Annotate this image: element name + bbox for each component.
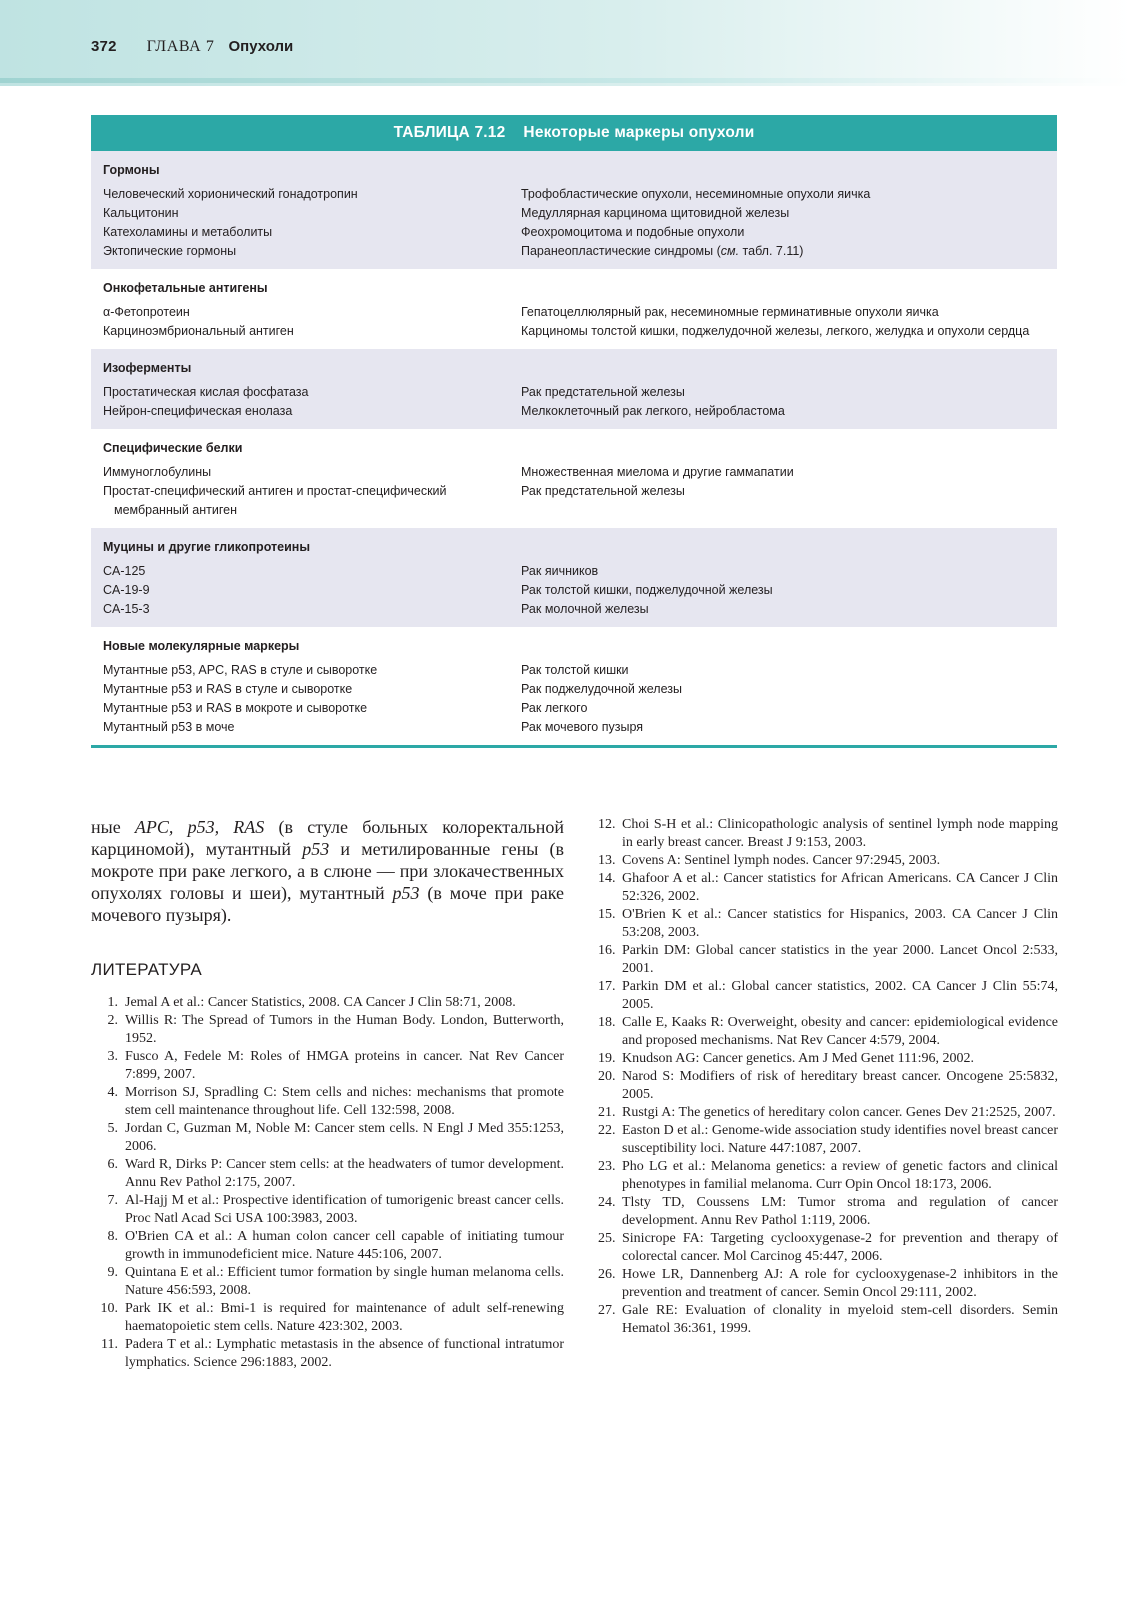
tumor-cell: Трофобластические опухоли, несеминомные опухоли яичка <box>521 187 871 201</box>
tumor-cell: Рак мочевого пузыря <box>521 720 644 734</box>
reference-number: 3. <box>107 1049 118 1064</box>
marker-cell: Мутантный p53 в моче <box>103 720 235 734</box>
tumor-cell: Карциномы толстой кишки, поджелудочной железы, легкого, желудка и опухоли сердца <box>521 324 1030 338</box>
group-title: Муцины и другие гликопротеины <box>103 540 311 554</box>
reference-text: Jemal A et al.: Cancer Statistics, 2008. CA Cancer J Clin 58:71, 2008. <box>125 995 516 1010</box>
reference-number: 25. <box>598 1231 616 1246</box>
page-number: 372 <box>91 38 117 55</box>
table-row <box>103 204 1047 223</box>
table-row <box>103 699 1047 718</box>
text-run: (в моче при раке мочевого пузыря). <box>91 883 564 925</box>
marker-cell: Эктопические гормоны <box>103 244 237 258</box>
reference-item <box>598 906 1058 942</box>
reference-item <box>598 870 1058 906</box>
table-group-hormones <box>91 151 1057 269</box>
marker-cell: CA-125 <box>103 564 146 578</box>
reference-number: 12. <box>598 817 616 832</box>
tumor-cell: Множественная миелома и другие гаммапатии <box>521 465 794 479</box>
table-row <box>103 242 1047 261</box>
marker-cell: Карциноэмбриональный антиген <box>103 324 294 338</box>
reference-text: Parkin DM et al.: Global cancer statistics, 2002. CA Cancer J Clin 55:74, 2005. <box>622 979 1058 1012</box>
reference-number: 14. <box>598 871 616 886</box>
chapter-title: Опухоли <box>228 38 294 55</box>
reference-number: 4. <box>107 1085 118 1100</box>
marker-cell: Человеческий хорионический гонадотропин <box>103 187 358 201</box>
marker-cell: Простатическая кислая фосфатаза <box>103 385 309 399</box>
table-row <box>103 581 1047 600</box>
reference-text: Fusco A, Fedele M: Roles of HMGA proteins in cancer. Nat Rev Cancer 7:899, 2007. <box>125 1049 564 1082</box>
reference-text: Covens A: Sentinel lymph nodes. Cancer 97:2945, 2003. <box>622 853 941 868</box>
reference-item <box>91 1264 564 1300</box>
reference-item <box>598 942 1058 978</box>
reference-text: Rustgi A: The genetics of hereditary colon cancer. Genes Dev 21:2525, 2007. <box>622 1105 1056 1120</box>
reference-text: Al-Hajj M et al.: Prospective identification of tumorigenic breast cancer cells. Proc Natl Acad Sci USA 100:3983, 2003. <box>125 1193 564 1226</box>
reference-number: 2. <box>107 1013 118 1028</box>
reference-number: 21. <box>598 1105 616 1120</box>
reference-number: 1. <box>107 995 118 1010</box>
gene-name: p53 <box>302 839 330 859</box>
reference-text: Gale RE: Evaluation of clonality in myeloid stem-cell disorders. Semin Hematol 36:361, 1999. <box>622 1303 1058 1336</box>
running-header <box>91 38 293 56</box>
tumor-cell: Рак молочной железы <box>521 602 649 616</box>
reference-item <box>91 994 564 1012</box>
text-run: ные <box>91 817 135 837</box>
reference-item <box>91 1120 564 1156</box>
chapter-label: ГЛАВА 7 <box>146 38 215 55</box>
reference-number: 18. <box>598 1015 616 1030</box>
table-group-isoenzymes <box>91 349 1057 429</box>
table-row <box>103 223 1047 242</box>
table-row <box>103 402 1047 421</box>
gene-name: p53 <box>392 883 420 903</box>
marker-cell: Катехоламины и метаболиты <box>103 225 273 239</box>
table-row <box>103 322 1047 341</box>
reference-text: Quintana E et al.: Efficient tumor formation by single human melanoma cells. Nature 456:593, 2008. <box>125 1265 564 1298</box>
reference-list-left <box>91 994 564 1372</box>
table-group-molecular-markers <box>91 627 1057 745</box>
group-title: Онкофетальные антигены <box>103 281 268 295</box>
reference-item <box>91 1012 564 1048</box>
table-row <box>103 680 1047 699</box>
tumor-text: Паранеопластические синдромы ( <box>521 244 721 258</box>
reference-number: 23. <box>598 1159 616 1174</box>
tumor-cell: Медуллярная карцинома щитовидной железы <box>521 206 790 220</box>
reference-text: Parkin DM: Global cancer statistics in the year 2000. Lancet Oncol 2:533, 2001. <box>622 943 1058 976</box>
text-run: (в стуле больных колоректальной карциномой), мутантный <box>91 817 564 859</box>
table-row <box>103 718 1047 737</box>
group-title: Изоферменты <box>103 361 192 375</box>
tumor-cell: Феохромоцитома и подобные опухоли <box>521 225 745 239</box>
tumor-cell <box>521 242 1047 261</box>
reference-text: Sinicrope FA: Targeting cyclooxygenase-2 for prevention and therapy of colorectal cancer. Mol Carcinog 45:447, 2006. <box>622 1231 1058 1264</box>
reference-item <box>91 1048 564 1084</box>
marker-cell: Иммуноглобулины <box>103 465 212 479</box>
reference-number: 15. <box>598 907 616 922</box>
reference-number: 17. <box>598 979 616 994</box>
table-row <box>103 562 1047 581</box>
tumor-cell: Мелкоклеточный рак легкого, нейробластома <box>521 404 785 418</box>
marker-cell: Мутантные p53, APC, RAS в стуле и сыворотке <box>103 663 378 677</box>
reference-number: 13. <box>598 853 616 868</box>
tumor-cell: Рак толстой кишки <box>521 663 629 677</box>
table-row <box>103 463 1047 482</box>
reference-item <box>91 1228 564 1264</box>
group-title: Специфические белки <box>103 441 243 455</box>
reference-list-right <box>598 816 1058 1338</box>
table-group-oncofetal-antigens <box>91 269 1057 349</box>
reference-item <box>598 816 1058 852</box>
body-paragraph <box>91 816 564 926</box>
reference-text: Pho LG et al.: Melanoma genetics: a review of genetic factors and clinical phenotypes in familial melanoma. Curr Opin Oncol 18:173, 2006. <box>622 1159 1058 1192</box>
marker-cell: Простат-специфический антиген и простат-специфический мембранный антиген <box>103 484 447 517</box>
reference-item <box>598 1014 1058 1050</box>
table-row <box>103 661 1047 680</box>
text-run: и метилированные гены (в мокроте при раке легкого, а в слюне — при злокачественных опухолях головы и шеи), мутантный <box>91 839 564 903</box>
reference-number: 5. <box>107 1121 118 1136</box>
reference-item <box>598 978 1058 1014</box>
reference-item <box>598 1194 1058 1230</box>
reference-text: Morrison SJ, Spradling C: Stem cells and niches: mechanisms that promote stem cell maintenance throughout life. Cell 132:598, 2008. <box>125 1085 564 1118</box>
reference-number: 20. <box>598 1069 616 1084</box>
reference-text: Knudson AG: Cancer genetics. Am J Med Genet 111:96, 2002. <box>622 1051 975 1066</box>
reference-item <box>598 1068 1058 1104</box>
reference-number: 10. <box>100 1301 118 1316</box>
marker-cell: CA-19-9 <box>103 583 150 597</box>
marker-cell: CA-15-3 <box>103 602 150 616</box>
reference-number: 19. <box>598 1051 616 1066</box>
table-group-mucins <box>91 528 1057 627</box>
reference-text: Ghafoor A et al.: Cancer statistics for African Americans. CA Cancer J Clin 52:326, 2002. <box>622 871 1058 904</box>
table-title: Некоторые маркеры опухоли <box>523 124 755 141</box>
reference-number: 26. <box>598 1267 616 1282</box>
right-column <box>598 816 1058 1338</box>
reference-item <box>598 1050 1058 1068</box>
table-row <box>103 482 1047 520</box>
literature-heading: ЛИТЕРАТУРА <box>91 960 203 979</box>
table-row <box>103 600 1047 619</box>
tumor-cell: Рак поджелудочной железы <box>521 682 682 696</box>
table-row <box>103 303 1047 322</box>
group-title: Новые молекулярные маркеры <box>103 639 300 653</box>
reference-item <box>91 1300 564 1336</box>
reference-item <box>598 1266 1058 1302</box>
marker-cell: Мутантные p53 и RAS в стуле и сыворотке <box>103 682 353 696</box>
reference-item <box>91 1084 564 1120</box>
table-row <box>103 383 1047 402</box>
marker-cell: Мутантные p53 и RAS в мокроте и сыворотке <box>103 701 368 715</box>
reference-text: O'Brien K et al.: Cancer statistics for Hispanics, 2003. CA Cancer J Clin 53:208, 2003. <box>622 907 1058 940</box>
reference-item <box>598 1302 1058 1338</box>
tumor-cell: Рак легкого <box>521 701 588 715</box>
table-group-specific-proteins <box>91 429 1057 528</box>
reference-text: Ward R, Dirks P: Cancer stem cells: at the headwaters of tumor development. Annu Rev Pathol 2:175, 2007. <box>125 1157 564 1190</box>
reference-text: Calle E, Kaaks R: Overweight, obesity and cancer: epidemiological evidence and proposed mechanisms. Nat Rev Cancer 4:579, 2004. <box>622 1015 1058 1048</box>
reference-text: Tlsty TD, Coussens LM: Tumor stroma and regulation of cancer development. Annu Rev Pathol 1:119, 2006. <box>622 1195 1058 1228</box>
left-column <box>91 816 564 1372</box>
reference-item <box>598 852 1058 870</box>
tumor-cell: Рак яичников <box>521 564 599 578</box>
reference-item <box>91 1156 564 1192</box>
see-abbrev: см. <box>720 244 740 258</box>
reference-text: Howe LR, Dannenberg AJ: A role for cyclooxygenase-2 inhibitors in the prevention and treatment of cancer. Semin Oncol 29:111, 2002. <box>622 1267 1058 1300</box>
reference-item <box>598 1230 1058 1266</box>
tumor-cell: Рак толстой кишки, поджелудочной железы <box>521 583 773 597</box>
table-number: ТАБЛИЦА 7.12 <box>393 124 506 141</box>
table-row <box>103 185 1047 204</box>
reference-item <box>91 1192 564 1228</box>
reference-item <box>91 1336 564 1372</box>
reference-number: 24. <box>598 1195 616 1210</box>
reference-number: 22. <box>598 1123 616 1138</box>
reference-number: 6. <box>107 1157 118 1172</box>
tumor-markers-table <box>91 115 1057 748</box>
reference-text: Choi S-H et al.: Clinicopathologic analysis of sentinel lymph node mapping in early breast cancer. Breast J 9:153, 2003. <box>622 817 1058 850</box>
reference-text: Padera T et al.: Lymphatic metastasis in the absence of functional intratumor lymphatics. Science 296:1883, 2002. <box>125 1337 564 1370</box>
reference-item <box>598 1158 1058 1194</box>
reference-number: 8. <box>107 1229 118 1244</box>
tumor-cell: Рак предстательной железы <box>521 484 685 498</box>
reference-item <box>598 1122 1058 1158</box>
reference-number: 16. <box>598 943 616 958</box>
marker-cell: Кальцитонин <box>103 206 179 220</box>
reference-item <box>598 1104 1058 1122</box>
tumor-cell: Гепатоцеллюлярный рак, несеминомные герминативные опухоли яичка <box>521 305 939 319</box>
reference-number: 11. <box>101 1337 118 1352</box>
reference-text: Willis R: The Spread of Tumors in the Human Body. London, Butterworth, 1952. <box>125 1013 564 1046</box>
gene-names: APC, p53, RAS <box>134 817 265 837</box>
tumor-cell: Рак предстательной железы <box>521 385 685 399</box>
reference-number: 27. <box>598 1303 616 1318</box>
reference-text: Easton D et al.: Genome-wide association study identifies novel breast cancer susceptibility loci. Nature 447:1087, 2007. <box>622 1123 1058 1156</box>
group-title: Гормоны <box>103 163 160 177</box>
reference-text: O'Brien CA et al.: A human colon cancer cell capable of initiating tumour growth in immunodeficient mice. Nature 445:106, 2007. <box>125 1229 564 1262</box>
page-header-rule <box>0 78 1131 83</box>
reference-text: Jordan C, Guzman M, Noble M: Cancer stem cells. N Engl J Med 355:1253, 2006. <box>125 1121 564 1154</box>
reference-text: Park IK et al.: Bmi-1 is required for maintenance of adult self-renewing haematopoietic stem cells. Nature 423:302, 2003. <box>125 1301 564 1334</box>
table-title-bar <box>91 115 1057 151</box>
reference-number: 9. <box>107 1265 118 1280</box>
reference-number: 7. <box>107 1193 118 1208</box>
reference-text: Narod S: Modifiers of risk of hereditary breast cancer. Oncogene 25:5832, 2005. <box>622 1069 1058 1102</box>
tumor-text-after: табл. 7.11) <box>739 244 804 258</box>
marker-cell: Нейрон-специфическая енолаза <box>103 404 293 418</box>
marker-cell: α-Фетопротеин <box>103 305 190 319</box>
